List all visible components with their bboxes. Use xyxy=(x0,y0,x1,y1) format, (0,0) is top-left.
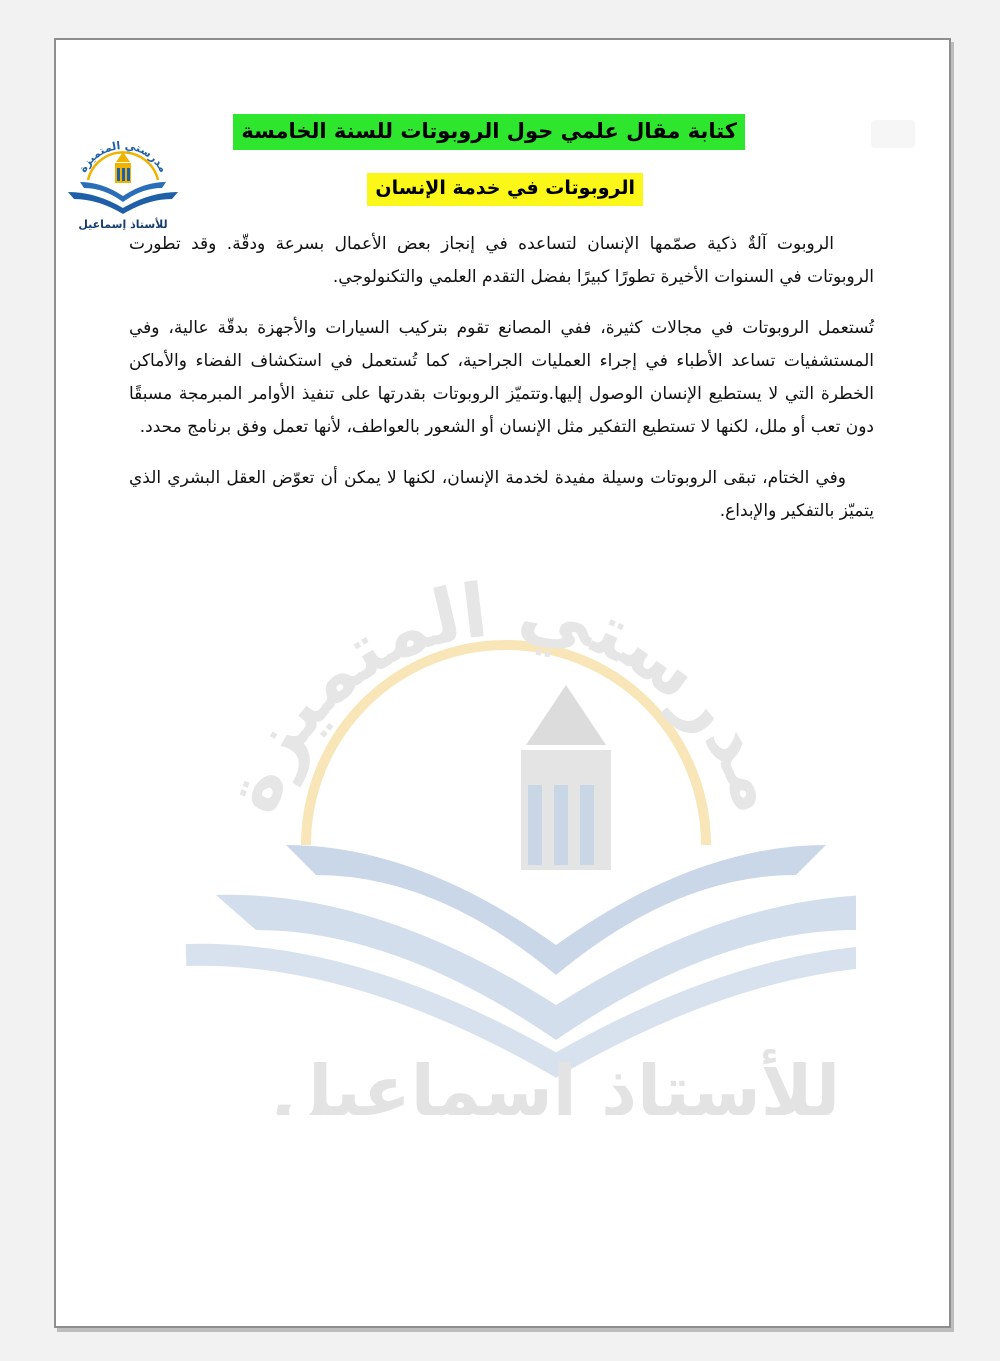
paragraph-intro: الروبوت آلةٌ ذكية صمّمها الإنسان لتساعده في إنجاز بعض الأعمال بسرعة ودقّة. وقد تطورت الروبوتات في السنوات الأخيرة تطورًا كبيرًا بفضل التقدم العلمي والتكنولوجي. xyxy=(129,234,874,287)
article-body xyxy=(129,228,874,546)
paragraph-body: تُستعمل الروبوتات في مجالات كثيرة، ففي المصانع تقوم بتركيب السيارات والأجهزة بدقّة عالية، وفي المستشفيات تساعد الأطباء في إجراء العمليات الجراحية، كما تُستعمل في استكشاف الفضاء والأماكن الخطرة التي لا يستطيع الإنسان الوصول إليها.وتتميّز الروبوتات بقدرتها على تنفيذ الأوامر المبرمجة مسبقًا دون تعب أو ملل، لكنها لا تستطيع التفكير مثل الإنسان أو الشعور بالعواطف، لأنها تعمل وفق برنامج محدد. xyxy=(129,318,874,437)
school-logo xyxy=(60,130,186,230)
faint-mark xyxy=(871,120,915,148)
watermark-logo xyxy=(156,545,856,1115)
paragraph-conclusion: وفي الختام، تبقى الروبوتات وسيلة مفيدة لخدمة الإنسان، لكنها لا يمكن أن تعوّض العقل البشري الذي يتميّز بالتفكير والإبداع. xyxy=(129,468,874,521)
svg-text:مدرستي المتميزة xyxy=(208,566,804,823)
watermark-brand-text: مدرستي المتميزة xyxy=(207,565,805,824)
document-page xyxy=(54,38,951,1328)
logo-brand-text: مدرستي المتميزة xyxy=(76,138,170,175)
school-logo-graphic xyxy=(60,130,186,230)
watermark-owner-text: للأستاذ إسماعيل xyxy=(271,1050,841,1115)
logo-owner-text: للأستاذ إسماعيل xyxy=(78,218,168,230)
watermark-graphic xyxy=(156,545,856,1115)
page-title: كتابة مقال علمي حول الروبوتات للسنة الخامسة xyxy=(233,114,745,150)
page-subtitle: الروبوتات في خدمة الإنسان xyxy=(367,173,643,206)
